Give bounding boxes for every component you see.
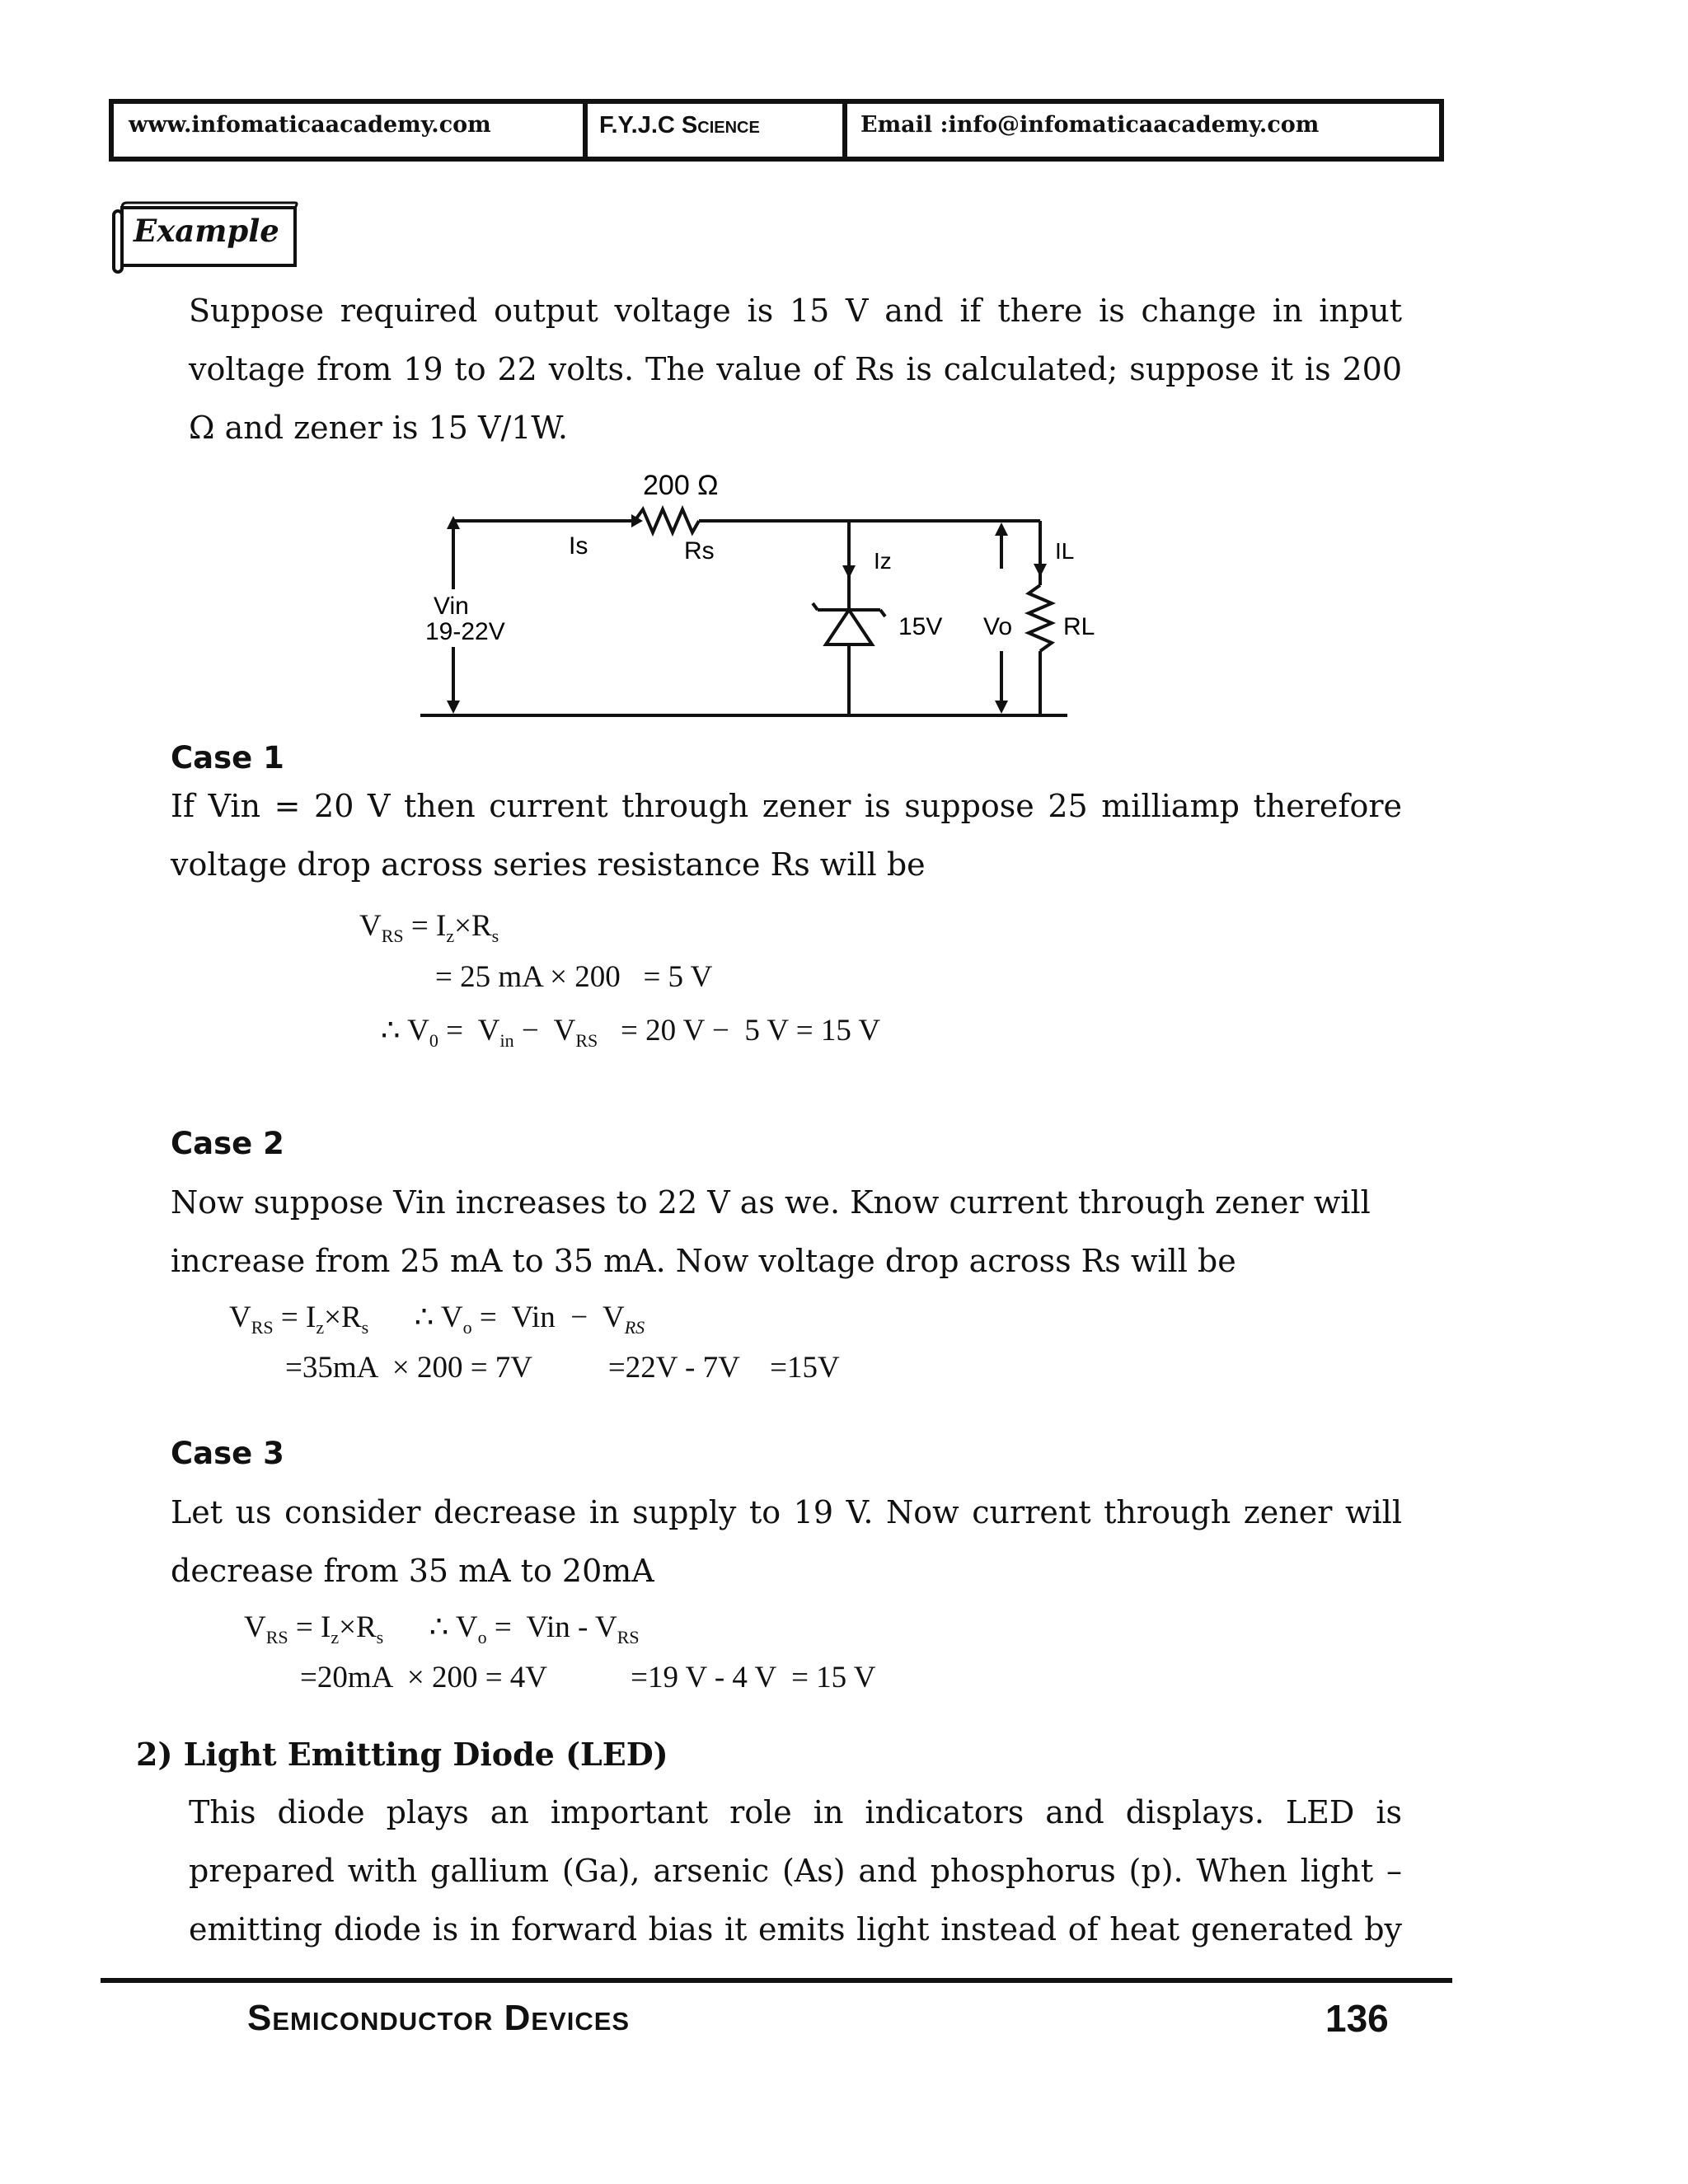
eq-text: ∴ V (381, 1014, 429, 1047)
case3-equation-1: $V_{RS} = I_z\times R_s$ ∴ $V_o$ = Vin - $V_{RS}$ (244, 1610, 640, 1647)
case3-title: Case 3 (171, 1436, 284, 1471)
circuit-vin-label: Vin (434, 593, 469, 620)
footer-chapter-title: Semiconductor Devices (247, 1998, 631, 2038)
case2-title: Case 2 (171, 1126, 284, 1161)
page-header (109, 99, 1444, 162)
circuit-zener-label: 15V (898, 613, 943, 640)
example-title: Example (134, 213, 279, 249)
header-course: F.Y.J.C Science (588, 104, 847, 157)
text-line: This diode plays an important role in indicators and displays. LED is (189, 1794, 1402, 1830)
header-website: www.infomaticaacademy.com (114, 104, 588, 157)
circuit-is-label: Is (569, 532, 588, 560)
circuit-rs-label: Rs (684, 537, 715, 565)
case3-equation-2: =20mA × 200 = 4V =19 V - 4 V = 15 V (300, 1661, 876, 1694)
case3-text (171, 1483, 1402, 1601)
text-line: Now suppose Vin increases to 22 V as we. Know current through zener will (171, 1184, 1371, 1221)
zener-regulator-circuit (404, 462, 1095, 733)
example-label (112, 201, 300, 265)
circuit-vo-label: Vo (983, 613, 1013, 640)
circuit-resistance-label: 200 Ω (643, 470, 719, 501)
text-line: Let us consider decrease in supply to 19 V. Now current through zener will (171, 1494, 1402, 1530)
circuit-iz-label: Iz (874, 548, 892, 574)
text-line: If Vin = 20 V then current through zener is suppose 25 milliamp therefore (171, 788, 1402, 824)
footer-page-number: 136 (1325, 1997, 1389, 2040)
footer-divider (101, 1978, 1452, 1983)
example-text (189, 282, 1402, 457)
circuit-vin-range: 19-22V (425, 618, 505, 645)
text-line: Ω and zener is 15 V/1W. (189, 410, 568, 446)
case2-equation-1: $V_{RS} = I_z\times R_s$ ∴ $V_o$ = Vin − $V_{RS}$ (229, 1301, 645, 1338)
circuit-il-label: IL (1055, 538, 1075, 564)
circuit-rl-label: RL (1063, 613, 1095, 640)
case1-title: Case 1 (171, 740, 284, 776)
eq-text: = 20 V − 5 V = 15 V (620, 1014, 881, 1047)
section-heading-led: 2) Light Emitting Diode (LED) (136, 1736, 668, 1773)
header-email: Email :info@infomaticaacademy.com (860, 112, 1320, 138)
eq-text: = I (410, 909, 447, 943)
case1-equation-2: = 25 mA × 200 = 5 V (435, 960, 713, 994)
case1-equation-3: ∴ $V_0 = V_{in} - V_{RS}$ = 20 V − 5 V = 15 V (381, 1014, 881, 1051)
text-line: Suppose required output voltage is 15 V and if there is change in input (189, 293, 1402, 329)
text-line: increase from 25 mA to 35 mA. Now voltage drop across Rs will be (171, 1243, 1236, 1279)
case1-equation-1: $V_{RS} = I_z\times R_s$ (359, 909, 499, 946)
text-line: prepared with gallium (Ga), arsenic (As) and phosphorus (p). When light – (189, 1853, 1402, 1889)
text-line: decrease from 35 mA to 20mA (171, 1553, 654, 1589)
text-line: voltage from 19 to 22 volts. The value of Rs is calculated; suppose it is 200 (189, 351, 1402, 387)
case2-equation-2: =35mA × 200 = 7V =22V - 7V =15V (285, 1351, 840, 1385)
case1-text (171, 777, 1402, 894)
text-line: voltage drop across series resistance Rs will be (171, 846, 926, 883)
led-text (189, 1783, 1402, 1959)
text-line: emitting diode is in forward bias it emits light instead of heat generated by (189, 1911, 1402, 1947)
case2-text (171, 1174, 1402, 1291)
